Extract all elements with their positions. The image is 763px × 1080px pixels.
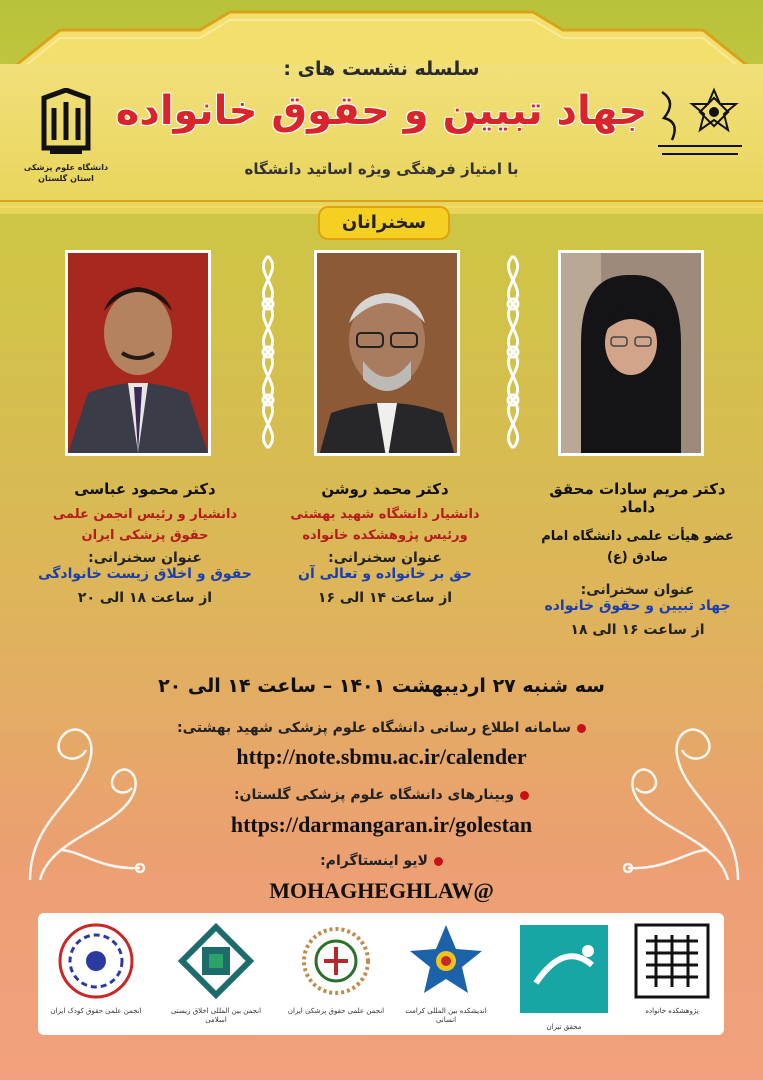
sbmu-logo [650,82,750,170]
partner-caption: انجمن علمی حقوق کودک ایران [50,1007,142,1015]
topic-label: عنوان سخنرانی: [88,550,202,566]
speaker-topic: حق بر خانواده و تعالی آن [298,566,472,582]
partner-caption: محقق تیران [546,1023,582,1031]
info-instagram [0,853,763,869]
ornament-left [248,252,288,452]
golestan-university-logo [18,88,114,184]
child-rights-logo-icon [56,921,136,1001]
partner-logo [286,921,386,1027]
speaker-role: دانشیار و رئیس انجمن علمی [52,507,238,522]
speaker-topic: جهاد تبیین و حقوق خانواده [544,598,731,614]
partner-caption: اندیشکده بین المللی کرامت انسانی [405,1007,487,1024]
speaker-photo-abbasi [65,250,211,456]
topic-label: عنوان سخنرانی: [328,550,442,566]
speaker-name: دکتر محمود عباسی [74,480,216,498]
speaker-name: دکتر مریم سادات محقق داماد [549,480,726,516]
subtitle: با امتیاز فرهنگی ویژه اساتید دانشگاه [244,160,519,178]
speaker-time: از ساعت ۱۴ الی ۱۶ [317,590,453,606]
info-label: وبینارهای دانشگاه علوم پزشکی گلستان: [233,787,515,803]
speakers-label: سخنرانان [318,206,450,240]
partner-logo [46,921,146,1027]
event-date: سه شنبه ۲۷ اردیبهشت ۱۴۰۱ – ساعت ۱۴ الی ۲۰ [158,675,605,697]
partner-logo [166,921,266,1027]
sbmu-emblem-icon [652,82,748,166]
partner-logos [38,913,724,1035]
speaker-role: دانشیار دانشگاه شهید بهشتی [290,507,480,522]
bullet-icon [577,724,586,733]
divider [0,200,763,202]
partner-caption: انجمن بین المللی اخلاق زیستی اسلامی [170,1007,262,1024]
family-institute-logo-icon [632,921,712,1001]
info-label: لایو اینستاگرام: [320,853,428,869]
ornament-right [493,252,533,452]
speaker-topic: حقوق و اخلاق زیست خانوادگی [38,566,252,582]
bioethics-logo-icon [176,921,256,1001]
speaker-abbasi [20,480,270,606]
header-band [0,64,763,214]
partner-caption: انجمن علمی حقوق پزشکی ایران [287,1007,385,1015]
speaker-time: از ساعت ۱۶ الی ۱۸ [570,622,705,638]
speaker-role: عضو هیأت علمی دانشگاه امام صادق (ع) [541,529,734,565]
golestan-logo-caption: دانشگاه علوم پزشکی استان گلستان [23,163,109,183]
speaker-time: از ساعت ۱۸ الی ۲۰ [77,590,213,606]
instagram-handle[interactable]: MOHAGHEGHLAW@ [269,878,494,903]
partner-caption: پژوهشکده خانواده [645,1007,699,1015]
info-sbmu [0,720,763,736]
speaker-name: دکتر محمد روشن [321,480,449,498]
bullet-icon [520,791,529,800]
bullet-icon [434,857,443,866]
info-label: سامانه اطلاع رسانی دانشگاه علوم پزشکی شهید بهشتی: [176,720,572,736]
human-dignity-logo-icon [406,921,486,1001]
golestan-emblem-icon [36,88,96,158]
partner-logo [514,921,614,1031]
medical-law-logo-icon [296,921,376,1001]
golestan-url[interactable]: https://darmangaran.ir/golestan [230,812,533,837]
series-heading: سلسله نشست های : [283,58,480,80]
info-golestan [0,787,763,803]
speaker-photo-damad [558,250,704,456]
speaker-photo-roshan [314,250,460,456]
partner-logo [396,921,496,1027]
topic-label: عنوان سخنرانی: [580,582,695,598]
sbmu-url[interactable]: http://note.sbmu.ac.ir/calender [236,744,527,769]
speaker-damad [530,480,745,638]
page-title: جهاد تبیین و حقوق خانواده [115,88,648,134]
speaker-roshan [285,480,485,606]
speaker-role: حقوق پزشکی ایران [81,528,209,543]
mohaghegh-logo-icon [516,921,612,1017]
partner-logo [622,921,722,1027]
speaker-role: ورئیس پژوهشکده خانواده [302,528,468,543]
